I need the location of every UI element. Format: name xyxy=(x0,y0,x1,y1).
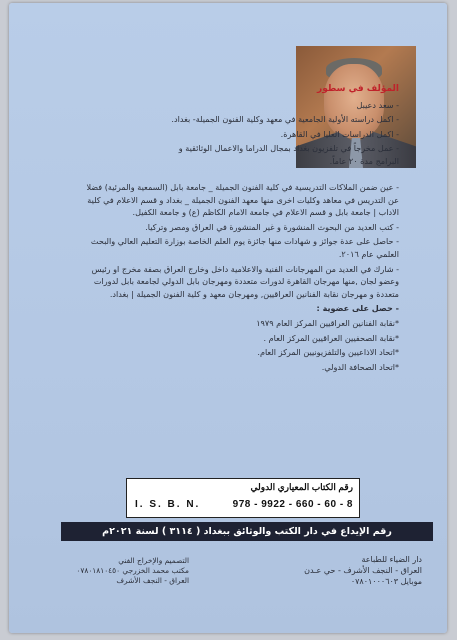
author-bio-continued xyxy=(79,181,399,375)
bio-item: - عين ضمن الملاكات التدريسية في كلية الفنون الجميلة _ جامعة بابل (السمعية والمرئية) فضلا عن التدريس في معاهد وكليات اخرى منها معهد الفنون الجميلة _ بغداد و قسم الاعلام في كلية الاداب | جامعة بابل و قسم الاعلام في جامعة الامام الكاظم (ع) و جامعة الكفيل. xyxy=(86,182,399,218)
design-credit-line: مكتب محمد الخزرجي ٠٧٨٠١٨١٠٤٥٠ xyxy=(76,566,189,575)
membership-item: *نقابة الفنانين العراقيين المركز العام ١٩٧٩ xyxy=(256,317,399,328)
membership-item: *نقابة الصحفيين العراقيين المركز العام . xyxy=(263,332,399,343)
bio-item: - اكمل دراسته الأولية الجامعية في معهد وكلية الفنون الجميلة- بغداد. xyxy=(171,114,399,125)
membership-heading: - حصل على عضوية : xyxy=(316,303,399,314)
publisher-line: دار الضياء للطباعة xyxy=(361,555,422,564)
deposit-number-bar: رقم الإيداع في دار الكتب والوثائق ببغداد ( ٣١١٤ ) لسنة ٢٠٢١م xyxy=(61,522,433,541)
membership-item: *اتحاد الصحافة الدولي. xyxy=(321,361,399,372)
bio-item: - سعد دعيبل xyxy=(356,99,399,110)
book-back-cover xyxy=(9,3,447,633)
membership-item: *اتحاد الاذاعيين والتلفزيونيين المركز العام. xyxy=(257,347,399,358)
bio-item: - شارك في العديد من المهرجانات الفنية والاعلامية داخل وخارج العراق بصفة مخرج او رئيس وعضو لجان ,منها مهرجان القاهرة لدورات متعددة ومهرجان بابل الدولي لجامعة بابل لدورات متعددة و مهرجان نقابة الفنانين العراقيين, ومهرجان معهد و كلية الفنون الجميلة | بغداد. xyxy=(91,263,399,299)
design-credit-line: التصميم والإخراج الفني xyxy=(118,556,189,565)
design-credit xyxy=(69,556,189,586)
author-bio-heading: المؤلف في سطور xyxy=(317,84,399,94)
publisher-line: موبايل ٠٧٨٠١٠٠٠٦٠٣ xyxy=(350,577,422,586)
design-credit-line: العراق - النجف الأشرف xyxy=(116,576,189,585)
publisher-line: العراق - النجف الأشرف - حي عـدن xyxy=(304,566,422,575)
isbn-number: 978 - 9922 - 660 - 60 - 8 xyxy=(232,499,353,510)
isbn-title: رقم الكتاب المعياري الدولي xyxy=(250,482,353,492)
isbn-box xyxy=(126,478,360,518)
bio-item: - عمل مخرجاً في تلفزيون بغداد بمجال الدراما والاعمال الوثائقية و البرامج مدة ٢٠ عاماً. xyxy=(178,143,399,166)
bio-item: - حاصل على عدة جوائز و شهادات منها جائزة يوم العلم الخاصة بوزارة التعليم العالي والبحث العلمي عام ٢٠١٦. xyxy=(90,236,399,259)
author-bio xyxy=(159,83,399,170)
publisher-info xyxy=(267,554,422,587)
bio-item: - اكمل الدراسات العليا في القاهرة. xyxy=(280,128,399,139)
isbn-label: I. S. B. N. xyxy=(135,499,201,510)
bio-item: - كتب العديد من البحوث المنشورة و غير المنشورة في العراق ومصر وتركيا. xyxy=(145,221,399,232)
